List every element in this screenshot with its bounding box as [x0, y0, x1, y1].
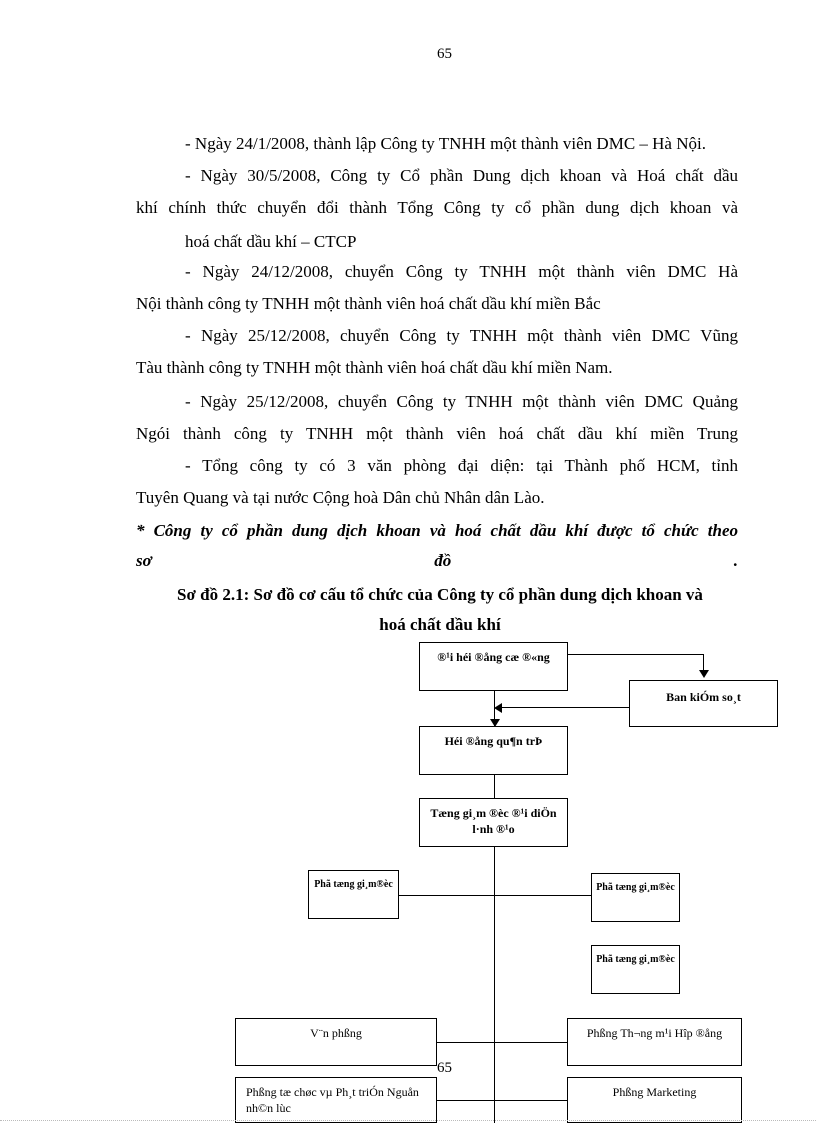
- org-marketing-dept: Phßng Marketing: [567, 1077, 742, 1123]
- paragraph-4-line1: - Ngày 24/12/2008, chuyển Công ty TNHH một thành viên DMC Hà: [185, 262, 738, 281]
- connector-board-director: [494, 774, 495, 798]
- arrow-supervisory-icon: [699, 670, 709, 678]
- connector-hr: [436, 1100, 494, 1101]
- paragraph-6-line2: Ngói thành công ty TNHH một thành viên hoá chất dầu khí miền Trung: [136, 424, 738, 443]
- org-hr-dept: Phßng tæ chøc vµ Ph¸t triÓn Nguån nh©n lùc: [235, 1077, 437, 1123]
- connector-meeting-supervisory-h: [567, 654, 704, 655]
- note-word-do: đồ: [434, 551, 452, 570]
- paragraph-7-line1: - Tổng công ty có 3 văn phòng đại diện: tại Thành phố HCM, tỉnh: [185, 456, 738, 475]
- connector-supervisory-board-h: [500, 707, 630, 708]
- page-number-bottom: 65: [437, 1060, 452, 1076]
- connector-main-trunk: [494, 846, 495, 1123]
- paragraph-5-line2: Tàu thành công ty TNHH một thành viên hoá chất dầu khí miền Nam.: [136, 358, 613, 377]
- org-deputy-left: Phã tæng gi¸m®èc: [308, 870, 399, 919]
- paragraph-6: [136, 386, 738, 450]
- page-break-dots: [0, 1120, 816, 1121]
- org-general-director: Tæng gi¸m ®èc ®¹i diÖn l·nh ®¹o: [419, 798, 568, 847]
- org-deputy-right-1: Phã tæng gi¸m®èc: [591, 873, 680, 922]
- connector-marketing: [494, 1100, 568, 1101]
- paragraph-3: hoá chất dầu khí – CTCP: [185, 232, 357, 251]
- figure-caption-line1: Sơ đồ 2.1: Sơ đồ cơ cấu tổ chức của Công ty cổ phần dung dịch khoan và: [177, 585, 703, 604]
- paragraph-5: [136, 320, 738, 384]
- figure-caption: [120, 580, 760, 640]
- paragraph-2-line1: - Ngày 30/5/2008, Công ty Cổ phần Dung dịch khoan và Hoá chất dầu: [185, 166, 738, 185]
- org-deputy-right-2: Phã tæng gi¸m®èc: [591, 945, 680, 994]
- paragraph-4-line2: Nội thành công ty TNHH một thành viên hoá chất dầu khí miền Bắc: [136, 294, 601, 313]
- paragraph-7-line2: Tuyên Quang và tại nước Cộng hoà Dân chủ Nhân dân Lào.: [136, 488, 545, 507]
- paragraph-5-line1: - Ngày 25/12/2008, chuyển Công ty TNHH một thành viên DMC Vũng: [185, 326, 738, 345]
- org-board-of-directors: Héi ®ång qu¶n trÞ: [419, 726, 568, 775]
- paragraph-7: [136, 450, 738, 514]
- paragraph-2-line2: khí chính thức chuyển đổi thành Tổng Công ty cổ phần dung dịch khoan và: [136, 198, 738, 217]
- paragraph-2: [136, 160, 738, 224]
- page-number-top: 65: [437, 46, 452, 62]
- structure-note-line2: [136, 546, 738, 576]
- org-office: V¨n phßng: [235, 1018, 437, 1066]
- connector-commerce: [494, 1042, 568, 1043]
- note-word-so: sơ: [136, 551, 152, 570]
- org-general-meeting: ®¹i héi ®ång cæ ®«ng: [419, 642, 568, 691]
- paragraph-1: - Ngày 24/1/2008, thành lập Công ty TNHH một thành viên DMC – Hà Nội.: [185, 134, 706, 153]
- figure-caption-line2: hoá chất dầu khí: [379, 615, 501, 634]
- connector-office: [436, 1042, 494, 1043]
- org-commerce-dept: Phßng Th¬ng m¹i Hîp ®ång: [567, 1018, 742, 1066]
- note-period: .: [733, 551, 738, 570]
- connector-deputy-left: [398, 895, 494, 896]
- connector-deputy-right: [494, 895, 591, 896]
- org-supervisory-board: Ban kiÓm so¸t: [629, 680, 778, 727]
- structure-note: [136, 516, 738, 576]
- paragraph-6-line1: - Ngày 25/12/2008, chuyển Công ty TNHH một thành viên DMC Quảng: [185, 392, 738, 411]
- arrow-left-icon: [494, 703, 502, 713]
- paragraph-4: [136, 256, 738, 320]
- structure-note-line1: * Công ty cổ phần dung dịch khoan và hoá chất dầu khí được tổ chức theo: [136, 521, 738, 540]
